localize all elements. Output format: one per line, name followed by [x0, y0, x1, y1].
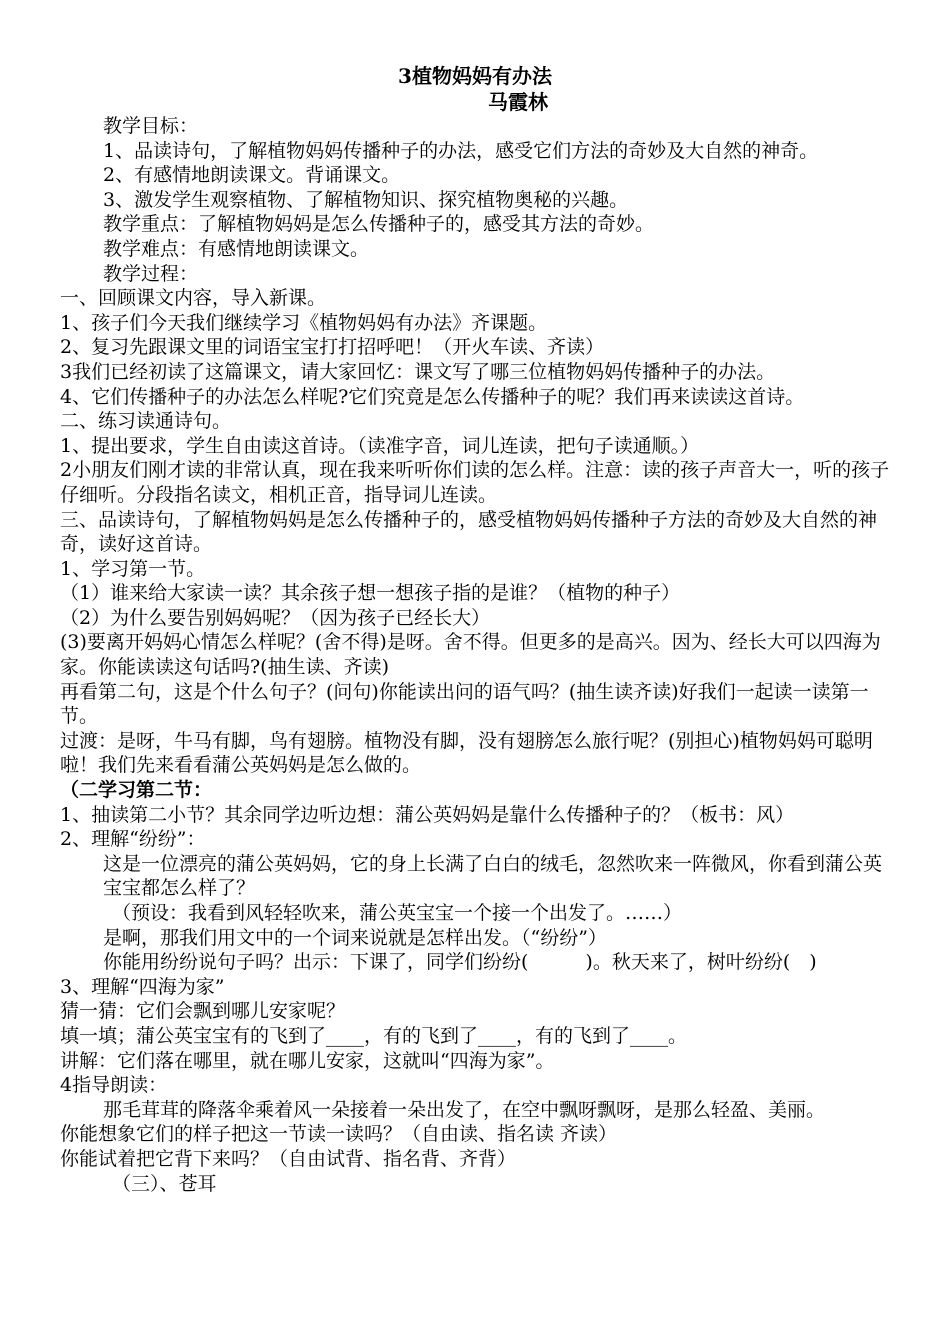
paragraph: （1）谁来给大家读一读？其余孩子想一想孩子指的是谁？（植物的种子）	[60, 582, 681, 605]
paragraph: （2）为什么要告别妈妈呢？（因为孩子已经长大）	[60, 606, 491, 629]
paragraph: 你能用纷纷说句子吗？出示：下课了，同学们纷纷( )。秋天来了，树叶纷纷( )	[103, 951, 817, 974]
paragraph: 3、理解“四海为家”	[60, 975, 225, 998]
paragraph: 4、它们传播种子的办法怎么样呢?它们究竟是怎么传播种子的呢？我们再来读读这首诗。	[60, 385, 805, 408]
doc-title: 3植物妈妈有办法	[398, 64, 552, 88]
paragraph: （预设：我看到风轻轻吹来，蒲公英宝宝一个接一个出发了。……）	[112, 902, 683, 924]
paragraph: (3)要离开妈妈心情怎么样呢？(舍不得)是呀。舍不得。但更多的是高兴。因为、经长大可以四海为家。你能读读这句话吗?(抽生读、齐读)	[60, 631, 881, 679]
paragraph: 3我们已经初读了这篇课文，请大家回忆：课文写了哪三位植物妈妈传播种子的办法。	[60, 360, 776, 383]
paragraph: 你能想象它们的样子把这一节读一读吗？（自由读、指名读 齐读）	[60, 1123, 618, 1146]
paragraph: （三）、苍耳	[112, 1172, 217, 1195]
paragraph: 2小朋友们刚才读的非常认真，现在我来听听你们读的怎么样。注意：读的孩子声音大一，听的孩子仔细听。分段指名读文，相机正音，指导词儿连读。	[60, 459, 890, 506]
paragraph: 这是一位漂亮的蒲公英妈妈，它的身上长满了白白的绒毛，忽然吹来一阵微风，你看到蒲公英宝宝都怎么样了？	[103, 852, 883, 900]
paragraph: 三、品读诗句，了解植物妈妈是怎么传播种子的，感受植物妈妈传播种子方法的奇妙及大自然的神奇，读好这首诗。	[60, 508, 878, 556]
paragraph: 1、品读诗句，了解植物妈妈传播种子的办法，感受它们方法的奇妙及大自然的神奇。	[103, 139, 819, 162]
paragraph: 填一填；蒲公英宝宝有的飞到了____，有的飞到了____，有的飞到了____。	[60, 1024, 688, 1047]
paragraph: 讲解：它们落在哪里，就在哪儿安家，这就叫“四海为家”。	[60, 1049, 555, 1072]
paragraph: 2、理解“纷纷”：	[60, 828, 206, 851]
doc-body	[60, 114, 898, 1196]
paragraph: 1、提出要求，学生自由读这首诗。（读准字音，词儿连读，把句子读通顺。）	[60, 434, 700, 457]
paragraph: 教学重点：了解植物妈妈是怎么传播种子的，感受其方法的奇妙。	[103, 213, 655, 236]
paragraph: 2、复习先跟课文里的词语宝宝打打招呼吧！（开火车读、齐读）	[60, 336, 605, 359]
paragraph: 再看第二句，这是个什么句子？(问句)你能读出问的语气吗？(抽生读齐读)好我们一起读一读第一节。	[60, 680, 869, 728]
paragraph: 1、学习第一节。	[60, 557, 206, 580]
paragraph: 1、抽读第二小节？其余同学边听边想：蒲公英妈妈是靠什么传播种子的？（板书：风）	[60, 803, 795, 826]
paragraph: 3、激发学生观察植物、了解植物知识、探究植物奥秘的兴趣。	[103, 188, 629, 211]
paragraph: 那毛茸茸的降落伞乘着风一朵接着一朵出发了，在空中飘呀飘呀，是那么轻盈、美丽。	[103, 1098, 826, 1121]
paragraph: 过渡：是呀，牛马有脚，鸟有翅膀。植物没有脚，没有翅膀怎么旅行呢？(别担心)植物妈妈可聪明啦！我们先来看看蒲公英妈妈是怎么做的。	[60, 729, 873, 777]
paragraph: 教学过程：	[103, 262, 199, 285]
paragraph: 教学目标：	[103, 115, 199, 137]
paragraph: 你能试着把它背下来吗？（自由试背、指名背、齐背）	[60, 1147, 517, 1170]
paragraph: 猜一猜：它们会飘到哪儿安家呢？	[60, 1000, 346, 1023]
paragraph: 4指导朗读：	[60, 1074, 168, 1097]
paragraph: 教学难点：有感情地朗读课文。	[103, 237, 370, 260]
paragraph: 二、练习读通诗句。	[60, 410, 232, 433]
paragraph: 2、有感情地朗读课文。背诵课文。	[103, 164, 401, 187]
doc-author: 马霞林	[488, 90, 548, 114]
paragraph: 是啊，那我们用文中的一个词来说就是怎样出发。（“纷纷”）	[103, 926, 607, 949]
paragraph: （二学习第二节：	[60, 779, 213, 802]
paragraph: 1、孩子们今天我们继续学习《植物妈妈有办法》齐课题。	[60, 311, 548, 334]
paragraph: 一、回顾课文内容，导入新课。	[60, 287, 327, 310]
